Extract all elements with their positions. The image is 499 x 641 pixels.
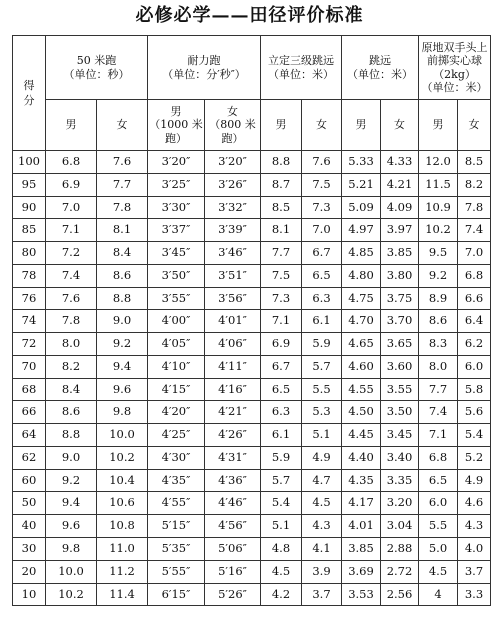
cell-endurance-female: 3′26″ xyxy=(205,173,261,196)
table-row xyxy=(13,424,491,447)
cell-medicine-ball-male: 9.2 xyxy=(419,264,458,287)
cell-score: 64 xyxy=(13,424,46,447)
cell-long-jump-male: 4.50 xyxy=(342,401,381,424)
table-row xyxy=(13,310,491,333)
cell-long-jump-male: 4.75 xyxy=(342,287,381,310)
cell-score: 60 xyxy=(13,469,46,492)
cell-medicine-ball-female: 5.4 xyxy=(458,424,491,447)
subheader-female: 女 xyxy=(458,100,491,151)
cell-medicine-ball-female: 5.2 xyxy=(458,446,491,469)
cell-sprint-male: 6.9 xyxy=(46,173,97,196)
table-body xyxy=(13,151,491,606)
header-sprint-50m: 50 米跑 （单位：秒） xyxy=(46,36,148,100)
cell-triple-jump-female: 4.1 xyxy=(302,538,342,561)
cell-medicine-ball-male: 6.0 xyxy=(419,492,458,515)
cell-triple-jump-female: 7.0 xyxy=(302,219,342,242)
cell-long-jump-male: 4.01 xyxy=(342,515,381,538)
header-standing-triple-jump: 立定三级跳远 （单位：米） xyxy=(261,36,342,100)
cell-endurance-male: 3′45″ xyxy=(148,242,205,265)
cell-endurance-female: 5′16″ xyxy=(205,560,261,583)
cell-triple-jump-male: 6.9 xyxy=(261,333,302,356)
cell-triple-jump-male: 7.1 xyxy=(261,310,302,333)
cell-score: 10 xyxy=(13,583,46,606)
cell-triple-jump-male: 7.7 xyxy=(261,242,302,265)
cell-score: 62 xyxy=(13,446,46,469)
subheader-endurance-male: 男 （1000 米跑） xyxy=(148,100,205,151)
cell-triple-jump-female: 6.7 xyxy=(302,242,342,265)
cell-sprint-female: 8.6 xyxy=(97,264,148,287)
table-row xyxy=(13,333,491,356)
cell-sprint-female: 7.7 xyxy=(97,173,148,196)
cell-sprint-male: 7.6 xyxy=(46,287,97,310)
cell-triple-jump-female: 4.5 xyxy=(302,492,342,515)
table-row xyxy=(13,446,491,469)
cell-sprint-male: 9.4 xyxy=(46,492,97,515)
cell-score: 76 xyxy=(13,287,46,310)
cell-sprint-male: 7.0 xyxy=(46,196,97,219)
cell-sprint-female: 10.6 xyxy=(97,492,148,515)
cell-long-jump-male: 5.33 xyxy=(342,151,381,174)
cell-score: 85 xyxy=(13,219,46,242)
cell-endurance-male: 5′15″ xyxy=(148,515,205,538)
cell-triple-jump-male: 4.2 xyxy=(261,583,302,606)
cell-medicine-ball-male: 5.5 xyxy=(419,515,458,538)
cell-sprint-male: 7.1 xyxy=(46,219,97,242)
cell-sprint-male: 7.8 xyxy=(46,310,97,333)
cell-medicine-ball-female: 8.5 xyxy=(458,151,491,174)
cell-long-jump-female: 3.70 xyxy=(381,310,419,333)
cell-triple-jump-female: 4.3 xyxy=(302,515,342,538)
cell-medicine-ball-female: 6.0 xyxy=(458,355,491,378)
cell-endurance-male: 4′30″ xyxy=(148,446,205,469)
cell-sprint-female: 11.2 xyxy=(97,560,148,583)
cell-triple-jump-female: 5.5 xyxy=(302,378,342,401)
cell-endurance-male: 3′50″ xyxy=(148,264,205,287)
cell-endurance-male: 5′55″ xyxy=(148,560,205,583)
cell-medicine-ball-male: 7.7 xyxy=(419,378,458,401)
table-row xyxy=(13,469,491,492)
cell-endurance-female: 4′46″ xyxy=(205,492,261,515)
cell-long-jump-female: 3.50 xyxy=(381,401,419,424)
cell-long-jump-female: 4.21 xyxy=(381,173,419,196)
cell-medicine-ball-male: 10.9 xyxy=(419,196,458,219)
cell-endurance-female: 3′51″ xyxy=(205,264,261,287)
cell-triple-jump-female: 3.7 xyxy=(302,583,342,606)
cell-long-jump-female: 2.72 xyxy=(381,560,419,583)
cell-triple-jump-female: 5.3 xyxy=(302,401,342,424)
cell-medicine-ball-male: 6.5 xyxy=(419,469,458,492)
cell-sprint-female: 10.4 xyxy=(97,469,148,492)
cell-triple-jump-male: 4.5 xyxy=(261,560,302,583)
cell-sprint-male: 9.2 xyxy=(46,469,97,492)
cell-medicine-ball-female: 6.8 xyxy=(458,264,491,287)
cell-long-jump-female: 3.75 xyxy=(381,287,419,310)
cell-long-jump-male: 4.17 xyxy=(342,492,381,515)
cell-medicine-ball-female: 4.0 xyxy=(458,538,491,561)
header-endurance-run: 耐力跑 （单位：分′秒″） xyxy=(148,36,261,100)
cell-sprint-female: 8.4 xyxy=(97,242,148,265)
cell-medicine-ball-female: 6.6 xyxy=(458,287,491,310)
cell-score: 20 xyxy=(13,560,46,583)
cell-endurance-female: 4′31″ xyxy=(205,446,261,469)
cell-triple-jump-male: 6.1 xyxy=(261,424,302,447)
cell-endurance-male: 3′55″ xyxy=(148,287,205,310)
cell-sprint-female: 8.1 xyxy=(97,219,148,242)
table-row xyxy=(13,378,491,401)
cell-triple-jump-female: 6.3 xyxy=(302,287,342,310)
cell-score: 80 xyxy=(13,242,46,265)
cell-triple-jump-male: 5.1 xyxy=(261,515,302,538)
cell-long-jump-male: 4.35 xyxy=(342,469,381,492)
cell-sprint-male: 8.2 xyxy=(46,355,97,378)
cell-triple-jump-female: 5.7 xyxy=(302,355,342,378)
cell-sprint-male: 8.6 xyxy=(46,401,97,424)
cell-sprint-female: 10.0 xyxy=(97,424,148,447)
cell-endurance-male: 4′20″ xyxy=(148,401,205,424)
cell-long-jump-female: 3.55 xyxy=(381,378,419,401)
cell-endurance-female: 3′56″ xyxy=(205,287,261,310)
cell-medicine-ball-male: 12.0 xyxy=(419,151,458,174)
cell-medicine-ball-male: 7.4 xyxy=(419,401,458,424)
cell-long-jump-female: 2.56 xyxy=(381,583,419,606)
table-row xyxy=(13,196,491,219)
cell-sprint-female: 9.4 xyxy=(97,355,148,378)
cell-score: 78 xyxy=(13,264,46,287)
cell-endurance-male: 4′05″ xyxy=(148,333,205,356)
cell-medicine-ball-female: 4.9 xyxy=(458,469,491,492)
cell-endurance-female: 4′16″ xyxy=(205,378,261,401)
cell-triple-jump-male: 8.8 xyxy=(261,151,302,174)
cell-sprint-male: 9.0 xyxy=(46,446,97,469)
cell-score: 66 xyxy=(13,401,46,424)
cell-triple-jump-male: 7.3 xyxy=(261,287,302,310)
cell-endurance-female: 4′56″ xyxy=(205,515,261,538)
cell-long-jump-female: 3.80 xyxy=(381,264,419,287)
cell-sprint-female: 11.4 xyxy=(97,583,148,606)
header-score-label: 得分 xyxy=(23,79,35,107)
cell-score: 68 xyxy=(13,378,46,401)
cell-triple-jump-female: 4.9 xyxy=(302,446,342,469)
table-row xyxy=(13,538,491,561)
cell-long-jump-male: 4.45 xyxy=(342,424,381,447)
subheader-male: 男 xyxy=(46,100,97,151)
cell-long-jump-male: 3.69 xyxy=(342,560,381,583)
cell-medicine-ball-female: 5.8 xyxy=(458,378,491,401)
cell-sprint-male: 8.4 xyxy=(46,378,97,401)
cell-endurance-female: 4′21″ xyxy=(205,401,261,424)
cell-long-jump-female: 3.45 xyxy=(381,424,419,447)
cell-long-jump-female: 3.97 xyxy=(381,219,419,242)
cell-triple-jump-male: 5.7 xyxy=(261,469,302,492)
cell-long-jump-male: 5.21 xyxy=(342,173,381,196)
table-row xyxy=(13,515,491,538)
scoring-standards-table xyxy=(12,35,491,606)
cell-triple-jump-female: 7.6 xyxy=(302,151,342,174)
subheader-endurance-female: 女 （800 米跑） xyxy=(205,100,261,151)
cell-long-jump-female: 3.04 xyxy=(381,515,419,538)
cell-endurance-female: 3′20″ xyxy=(205,151,261,174)
cell-sprint-female: 9.6 xyxy=(97,378,148,401)
cell-sprint-female: 7.6 xyxy=(97,151,148,174)
cell-long-jump-male: 4.65 xyxy=(342,333,381,356)
cell-sprint-female: 7.8 xyxy=(97,196,148,219)
cell-medicine-ball-male: 8.9 xyxy=(419,287,458,310)
cell-long-jump-female: 3.35 xyxy=(381,469,419,492)
cell-endurance-male: 3′25″ xyxy=(148,173,205,196)
cell-medicine-ball-female: 3.3 xyxy=(458,583,491,606)
cell-triple-jump-female: 5.1 xyxy=(302,424,342,447)
cell-endurance-female: 4′11″ xyxy=(205,355,261,378)
cell-endurance-female: 4′26″ xyxy=(205,424,261,447)
cell-triple-jump-female: 5.9 xyxy=(302,333,342,356)
cell-long-jump-male: 4.70 xyxy=(342,310,381,333)
cell-long-jump-male: 4.55 xyxy=(342,378,381,401)
subheader-female: 女 xyxy=(302,100,342,151)
cell-medicine-ball-male: 8.6 xyxy=(419,310,458,333)
header-medicine-ball-throw: 原地双手头上前掷实心球（2kg） （单位：米） xyxy=(419,36,491,100)
cell-sprint-female: 9.0 xyxy=(97,310,148,333)
cell-endurance-male: 3′20″ xyxy=(148,151,205,174)
subheader-female: 女 xyxy=(97,100,148,151)
cell-score: 40 xyxy=(13,515,46,538)
cell-endurance-male: 4′10″ xyxy=(148,355,205,378)
cell-long-jump-male: 5.09 xyxy=(342,196,381,219)
cell-long-jump-male: 4.85 xyxy=(342,242,381,265)
subheader-female: 女 xyxy=(381,100,419,151)
cell-sprint-female: 9.8 xyxy=(97,401,148,424)
cell-sprint-male: 8.8 xyxy=(46,424,97,447)
cell-long-jump-female: 3.60 xyxy=(381,355,419,378)
cell-score: 95 xyxy=(13,173,46,196)
cell-medicine-ball-female: 3.7 xyxy=(458,560,491,583)
cell-medicine-ball-male: 10.2 xyxy=(419,219,458,242)
cell-score: 74 xyxy=(13,310,46,333)
cell-triple-jump-male: 4.8 xyxy=(261,538,302,561)
cell-triple-jump-female: 6.1 xyxy=(302,310,342,333)
table-row xyxy=(13,560,491,583)
cell-score: 72 xyxy=(13,333,46,356)
cell-medicine-ball-male: 4 xyxy=(419,583,458,606)
cell-long-jump-male: 4.40 xyxy=(342,446,381,469)
cell-sprint-male: 9.6 xyxy=(46,515,97,538)
cell-long-jump-female: 4.09 xyxy=(381,196,419,219)
cell-sprint-female: 10.8 xyxy=(97,515,148,538)
cell-medicine-ball-male: 8.3 xyxy=(419,333,458,356)
cell-sprint-male: 10.0 xyxy=(46,560,97,583)
cell-score: 100 xyxy=(13,151,46,174)
cell-long-jump-male: 3.53 xyxy=(342,583,381,606)
table-row xyxy=(13,401,491,424)
cell-medicine-ball-female: 7.0 xyxy=(458,242,491,265)
cell-endurance-male: 5′35″ xyxy=(148,538,205,561)
cell-endurance-male: 4′25″ xyxy=(148,424,205,447)
table-row xyxy=(13,219,491,242)
cell-endurance-male: 3′30″ xyxy=(148,196,205,219)
cell-medicine-ball-female: 7.4 xyxy=(458,219,491,242)
cell-sprint-female: 9.2 xyxy=(97,333,148,356)
cell-long-jump-female: 2.88 xyxy=(381,538,419,561)
cell-medicine-ball-male: 8.0 xyxy=(419,355,458,378)
cell-long-jump-male: 3.85 xyxy=(342,538,381,561)
cell-triple-jump-male: 6.7 xyxy=(261,355,302,378)
cell-medicine-ball-male: 4.5 xyxy=(419,560,458,583)
cell-sprint-female: 10.2 xyxy=(97,446,148,469)
cell-endurance-male: 4′00″ xyxy=(148,310,205,333)
cell-sprint-male: 6.8 xyxy=(46,151,97,174)
cell-endurance-female: 3′39″ xyxy=(205,219,261,242)
cell-triple-jump-male: 6.5 xyxy=(261,378,302,401)
cell-score: 90 xyxy=(13,196,46,219)
cell-triple-jump-male: 6.3 xyxy=(261,401,302,424)
cell-medicine-ball-female: 7.8 xyxy=(458,196,491,219)
table-row xyxy=(13,492,491,515)
subheader-male: 男 xyxy=(261,100,302,151)
cell-score: 70 xyxy=(13,355,46,378)
cell-triple-jump-male: 8.7 xyxy=(261,173,302,196)
cell-triple-jump-female: 7.5 xyxy=(302,173,342,196)
cell-sprint-male: 9.8 xyxy=(46,538,97,561)
cell-endurance-male: 6′15″ xyxy=(148,583,205,606)
cell-endurance-female: 4′01″ xyxy=(205,310,261,333)
table-row xyxy=(13,151,491,174)
cell-endurance-female: 3′46″ xyxy=(205,242,261,265)
cell-endurance-female: 3′32″ xyxy=(205,196,261,219)
cell-triple-jump-female: 4.7 xyxy=(302,469,342,492)
table-row xyxy=(13,173,491,196)
page-title: 必修必学——田径评价标准 xyxy=(135,5,364,26)
cell-long-jump-female: 3.65 xyxy=(381,333,419,356)
cell-sprint-male: 10.2 xyxy=(46,583,97,606)
cell-medicine-ball-male: 5.0 xyxy=(419,538,458,561)
cell-medicine-ball-female: 6.4 xyxy=(458,310,491,333)
cell-sprint-male: 7.2 xyxy=(46,242,97,265)
cell-triple-jump-female: 6.5 xyxy=(302,264,342,287)
cell-endurance-female: 4′06″ xyxy=(205,333,261,356)
cell-endurance-male: 4′55″ xyxy=(148,492,205,515)
cell-endurance-male: 4′15″ xyxy=(148,378,205,401)
cell-sprint-male: 8.0 xyxy=(46,333,97,356)
cell-triple-jump-male: 8.1 xyxy=(261,219,302,242)
header-long-jump: 跳远 （单位：米） xyxy=(342,36,419,100)
cell-score: 50 xyxy=(13,492,46,515)
cell-medicine-ball-female: 4.3 xyxy=(458,515,491,538)
table-row xyxy=(13,355,491,378)
cell-triple-jump-male: 5.9 xyxy=(261,446,302,469)
header-score xyxy=(13,36,46,151)
cell-sprint-male: 7.4 xyxy=(46,264,97,287)
cell-medicine-ball-male: 11.5 xyxy=(419,173,458,196)
cell-long-jump-male: 4.97 xyxy=(342,219,381,242)
cell-endurance-male: 4′35″ xyxy=(148,469,205,492)
cell-triple-jump-female: 7.3 xyxy=(302,196,342,219)
table-row xyxy=(13,287,491,310)
cell-sprint-female: 11.0 xyxy=(97,538,148,561)
cell-long-jump-female: 3.40 xyxy=(381,446,419,469)
cell-long-jump-male: 4.60 xyxy=(342,355,381,378)
cell-medicine-ball-female: 6.2 xyxy=(458,333,491,356)
cell-medicine-ball-male: 9.5 xyxy=(419,242,458,265)
cell-endurance-female: 5′26″ xyxy=(205,583,261,606)
cell-medicine-ball-male: 7.1 xyxy=(419,424,458,447)
cell-long-jump-female: 3.85 xyxy=(381,242,419,265)
cell-triple-jump-female: 3.9 xyxy=(302,560,342,583)
cell-sprint-female: 8.8 xyxy=(97,287,148,310)
table-row xyxy=(13,264,491,287)
cell-medicine-ball-female: 5.6 xyxy=(458,401,491,424)
cell-medicine-ball-female: 8.2 xyxy=(458,173,491,196)
cell-long-jump-male: 4.80 xyxy=(342,264,381,287)
cell-score: 30 xyxy=(13,538,46,561)
cell-long-jump-female: 3.20 xyxy=(381,492,419,515)
cell-medicine-ball-female: 4.6 xyxy=(458,492,491,515)
cell-endurance-female: 5′06″ xyxy=(205,538,261,561)
cell-triple-jump-male: 5.4 xyxy=(261,492,302,515)
cell-endurance-female: 4′36″ xyxy=(205,469,261,492)
subheader-male: 男 xyxy=(342,100,381,151)
cell-triple-jump-male: 8.5 xyxy=(261,196,302,219)
table-row xyxy=(13,242,491,265)
subheader-male: 男 xyxy=(419,100,458,151)
cell-endurance-male: 3′37″ xyxy=(148,219,205,242)
table-row xyxy=(13,583,491,606)
cell-triple-jump-male: 7.5 xyxy=(261,264,302,287)
cell-long-jump-female: 4.33 xyxy=(381,151,419,174)
cell-medicine-ball-male: 6.8 xyxy=(419,446,458,469)
